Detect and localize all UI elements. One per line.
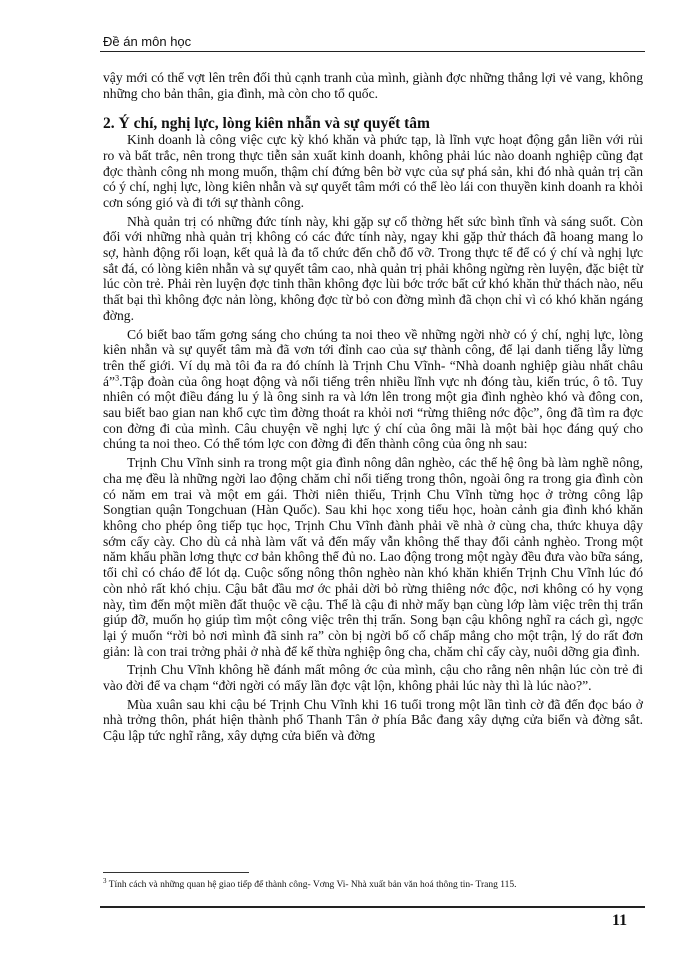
page-header-title: Đề án môn học [103,34,192,49]
footnote [103,876,643,891]
paragraph-3-text-b: .Tập đoàn của ông hoạt động và nổi tiếng trên nhiều lĩnh vực nh đóng tàu, kiến trúc, ô tô. Tuy nhiên có một điều đáng lu ý là ông sinh ra và lớn lên trong một gia đình nghèo khó và đông con, sau biết bao gian nan khổ cực tìm đờng thoát ra khỏi nơi “rừng thiêng nớc độc”, ông đã tìm ra đợc con đờng đi của mình. Câu chuyện về nghị lực ý chí của ông mãi là một bài học đáng quý cho chúng ta noi theo. Có thể tóm lợc con đờng đi đến thành công của ông nh sau: [103,373,643,452]
paragraph-1: Kinh doanh là công việc cực kỳ khó khăn và phức tạp, là lĩnh vực hoạt động gắn liền với rủi ro và bất trắc, nên trong thực tiễn sản xuất kinh doanh, không phải lúc nào doanh nghiệp cũng đạt đợc thành công nh mong muốn, thậm chí đứng bên bờ vực của sự phá sản, khi đó nhà quản trị cần có ý chí, nghị lực, lòng kiên nhẫn và sự quyết tâm mới có thể lèo lái con thuyền kinh doanh ra khỏi cơn sóng gió và đi tới sự thành công. [103,132,643,210]
paragraph-3 [103,327,643,453]
paragraph-continuation: vậy mới có thể vợt lên trên đối thủ cạnh tranh của mình, giành đợc những thắng lợi vẻ vang, không những cho bản thân, gia đình, mà còn cho tổ quốc. [103,70,643,101]
footnote-reference: 3 [115,373,120,383]
footnote-marker: 3 [103,876,107,885]
footer-divider [100,906,645,908]
footnote-divider [103,872,249,873]
paragraph-6: Mùa xuân sau khi cậu bé Trịnh Chu Vĩnh khi 16 tuổi trong một lần tình cờ đã đến đọc báo ở nhà trởng thôn, phát hiện thành phố Thanh Tân ở phía Bắc đang xây dựng cửa biển và đờng sắt. Cậu lập tức nghĩ rằng, xây dựng cửa biển và đờng [103,696,643,744]
header-divider [100,51,645,52]
page-number: 11 [612,912,628,929]
footnote-text: Tính cách và những quan hệ giao tiếp để thành công- Vơng Vi- Nhà xuất bản văn hoá thông tin- Trang 115. [106,880,517,890]
paragraph-5: Trịnh Chu Vĩnh không hề đánh mất mông ớc của mình, cậu cho rằng nên nhận lúc còn trẻ đi vào đời để va chạm “đời ngời có mấy lần đợc vật lộn, không phải lúc này thì là lúc nào?”. [103,662,643,694]
section-heading: 2. Ý chí, nghị lực, lòng kiên nhẫn và sự quyết tâm [103,115,430,133]
page-content [103,70,643,744]
paragraph-2: Nhà quản trị có những đức tính này, khi gặp sự cố thờng hết sức bình tĩnh và sáng suốt. Còn đối với những nhà quản trị không có các đức tính này, ngay khi gặp thử thách đã hoang mang lo sợ, hành động rối loạn, kết quả là đa tổ chức đến chỗ đổ vỡ. Trong thực tế để có ý chí và nghị lực sắt đá, có lòng kiên nhẫn và sự quyết tâm cao, nhà quản trị phải không ngừng rèn luyện, đặc biệt từ lúc còn trẻ. Phải rèn luyện đợc tinh thần không đợc lùi bớc trớc bất cứ khó khăn thử thách nào, nếu thất bại thì không đợc nản lòng, không đợc từ bỏ con đờng mình đã chọn chỉ vì có khó khăn ngáng đờng. [103,213,643,323]
paragraph-3-text-a: Có biết bao tấm gơng sáng cho chúng ta noi theo về những ngời nhờ có ý chí, nghị lực, lòng kiên nhẫn và sự quyết tâm mà đã vơn tới đỉnh cao của sự thành công, để lại danh tiếng lẫy lừng trên thế giới. Ví dụ mà tôi đa ra đó chính là Trịnh Chu Vĩnh- “Nhà doanh nghiệp giàu nhất châu á” [103,326,643,389]
paragraph-4: Trịnh Chu Vĩnh sinh ra trong một gia đình nông dân nghèo, các thế hệ ông bà làm nghề nông, cha mẹ đều là những ngời lao động chăm chỉ nổi tiếng trong thôn, ngoài ông ra trong gia đình còn có năm em trai và một em gái. Thời niên thiếu, Trịnh Chu Vĩnh từng học ở trờng công lập Songtian quận Tongchuan (Hàn Quốc). Sau khi học xong tiểu học, hoàn cảnh gia đình khó khăn không cho phép ông tiếp tục học, Trịnh Chu Vĩnh đành phải về nhà ở cùng cha, thức khuya dậy sớm cấy cày. Cho dù cả nhà làm vất vả đến mấy vẫn không thể thay đổi cảnh nghèo. Trong một năm khẩu phần lơng thực cơ bản không thể đủ no. Lao động trong một ngày đều đưa vào bữa sáng, tối chỉ có cháo để lót dạ. Cuộc sống nông thôn nghèo nàn khó khăn khiến Trịnh Chu Vĩnh lúc đó còn nhỏ rất khó chịu. Cậu bắt đầu mơ ớc phải dời bỏ rừng thiêng nớc độc, nơi không có hy vọng này, tìm đến một miền đất thuộc về cậu. Thế là cậu đi nhờ mấy bạn cùng lớp làm việc trên thị trấn giúp đỡ, muốn họ giúp tìm một công việc trên thị trấn. Song bạn cậu không nghĩ ra cách gì, ngợc lại ý muốn “rời bỏ nơi mình đã sinh ra” còn bị ngời bố cố chấp mắng cho một trận, lý do rất đơn giản: là con trai trởng phải ở nhà để kế thừa nghiệp ông cha, chăm chỉ cấy cày, nuôi dỡng gia đình. [103,455,643,659]
